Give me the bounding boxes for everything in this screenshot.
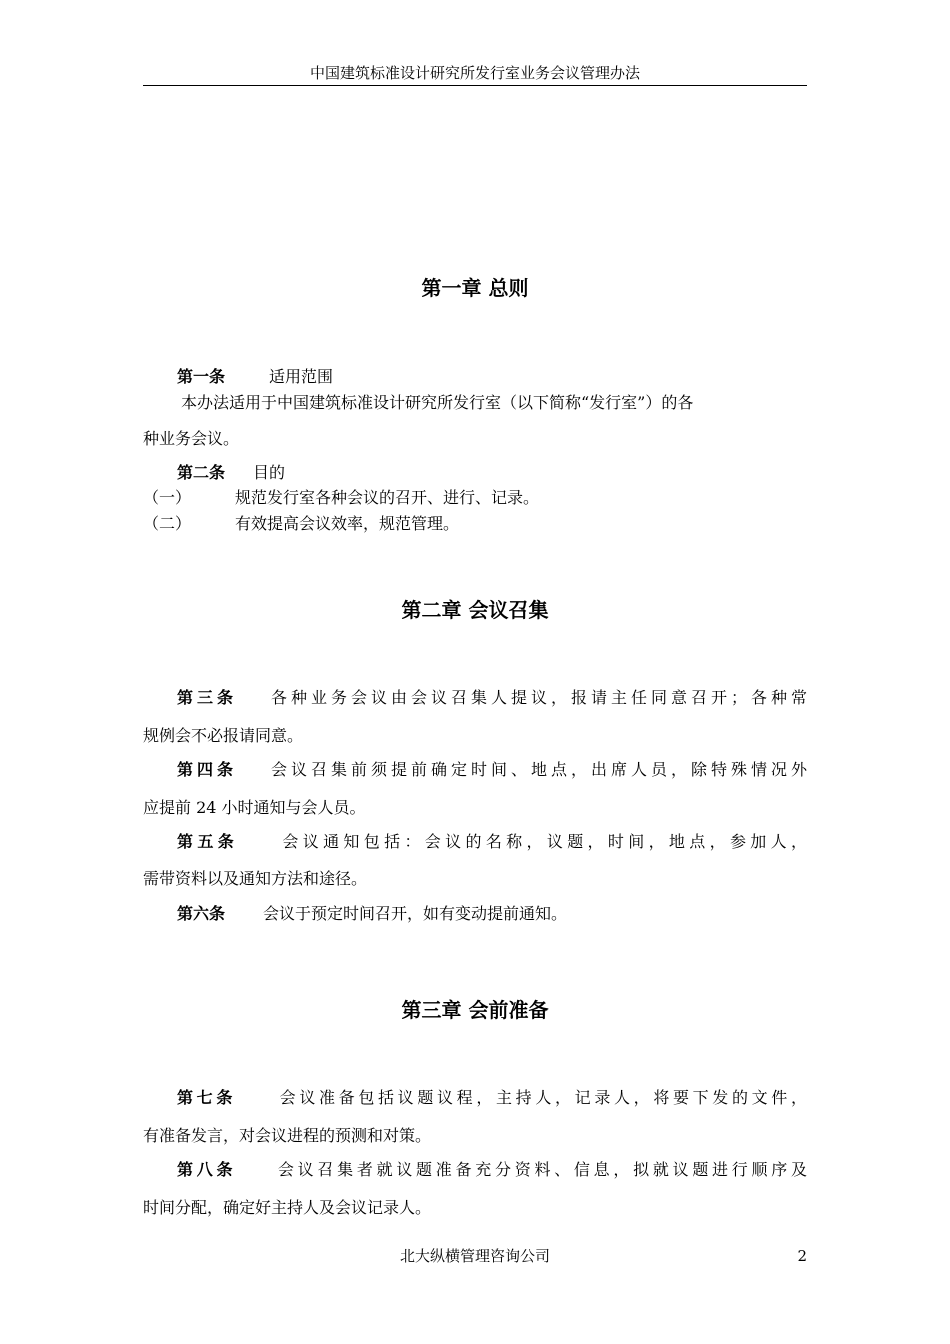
article-7-text: 会议准备包括议题议程，主持人，记录人，将要下发的文件， — [276, 1088, 807, 1107]
article-7-label: 第七条 — [177, 1088, 236, 1107]
page-number: 2 — [797, 1247, 807, 1265]
article-3-line-2: 规例会不必报请同意。 — [143, 726, 304, 745]
article-2-label: 第二条 — [177, 463, 226, 482]
chapter-2-title: 第二章 会议召集 — [401, 598, 549, 622]
article-6-text: 会议于预定时间召开，如有变动提前通知。 — [263, 904, 568, 923]
article-1-heading: 适用范围 — [269, 367, 334, 386]
article-3-label: 第三条 — [177, 688, 237, 707]
article-8-text: 会议召集者就议题准备充分资料、信息，拟就议题进行顺序及 — [274, 1160, 807, 1179]
chapter-1-title: 第一章 总则 — [421, 276, 529, 300]
article-4-line-1 — [177, 758, 807, 782]
article-5-line-1 — [177, 830, 807, 854]
article-5-line-2: 需带资料以及通知方法和途径。 — [143, 869, 368, 888]
article-7-line-1 — [177, 1086, 807, 1110]
article-5-label: 第五条 — [177, 832, 239, 851]
list-item-text: 规范发行室各种会议的召开、进行、记录。 — [235, 488, 540, 507]
footer-company-name: 北大纵横管理咨询公司 — [399, 1247, 550, 1265]
article-1-text-line-2: 种业务会议。 — [143, 429, 240, 448]
article-8-line-1 — [177, 1158, 807, 1182]
article-1-text-line-1: 本办法适用于中国建筑标准设计研究所发行室（以下简称“发行室”）的各 — [181, 393, 694, 412]
article-1-label: 第一条 — [177, 367, 226, 386]
article-2-heading-line — [177, 461, 807, 485]
article-3-line-1 — [177, 686, 807, 710]
list-item — [143, 486, 807, 510]
article-6-label: 第六条 — [177, 904, 226, 923]
list-item — [143, 512, 807, 536]
article-4-label: 第四条 — [177, 760, 237, 779]
article-4-line-2: 应提前 24 小时通知与会人员。 — [143, 798, 366, 817]
article-2-heading: 目的 — [253, 463, 286, 482]
chapter-3-title: 第三章 会前准备 — [401, 998, 549, 1022]
article-8-label: 第八条 — [177, 1160, 237, 1179]
list-item-number: （二） — [143, 514, 192, 533]
header-divider — [143, 85, 807, 86]
article-1-heading-line — [177, 365, 807, 389]
article-7-line-2: 有准备发言，对会议进程的预测和对策。 — [143, 1126, 432, 1145]
article-6-line-1 — [177, 902, 807, 926]
article-8-line-2: 时间分配，确定好主持人及会议记录人。 — [143, 1198, 432, 1217]
list-item-text: 有效提高会议效率，规范管理。 — [235, 514, 460, 533]
article-5-text: 会议通知包括：会议的名称，议题，时间，地点，参加人， — [278, 832, 807, 851]
article-3-text: 各种业务会议由会议召集人提议，报请主任同意召开；各种常 — [267, 688, 807, 707]
article-4-text: 会议召集前须提前确定时间、地点，出席人员，除特殊情况外 — [267, 760, 807, 779]
list-item-number: （一） — [143, 488, 192, 507]
page-header-title: 中国建筑标准设计研究所发行室业务会议管理办法 — [309, 64, 640, 82]
